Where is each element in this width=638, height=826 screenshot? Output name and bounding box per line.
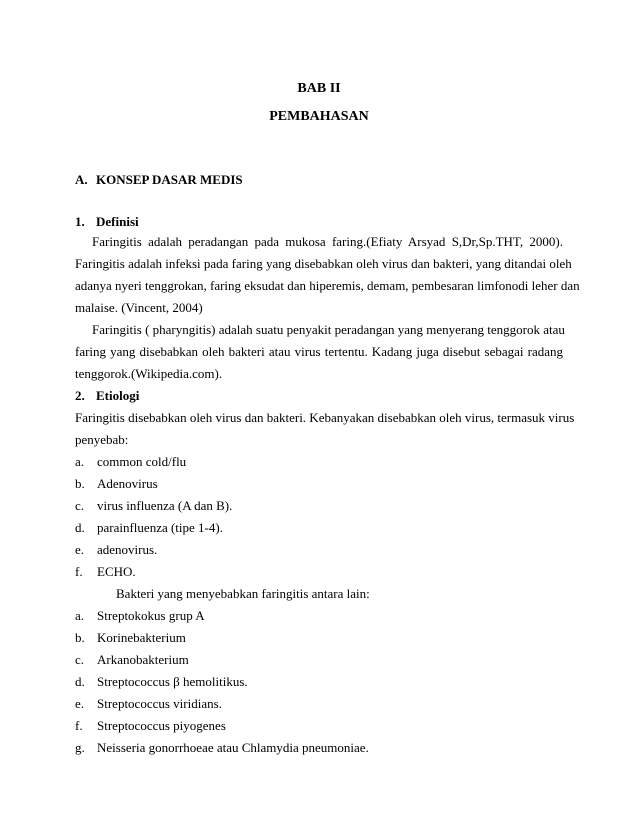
virus-list-item: Adenovirus: [97, 476, 158, 491]
bacteria-list-item: Streptokokus grup A: [97, 608, 205, 623]
section-a-marker: A.: [75, 172, 88, 187]
etiologi-title: Etiologi: [96, 388, 140, 403]
section-a-title: KONSEP DASAR MEDIS: [96, 172, 243, 187]
definisi-title: Definisi: [96, 214, 139, 229]
bacteria-list-marker: g.: [75, 740, 85, 755]
virus-list-item: adenovirus.: [97, 542, 158, 557]
chapter-title: PEMBAHASAN: [269, 109, 369, 124]
definisi-p1-line: Faringitis adalah peradangan pada mukosa faring.(Efiaty Arsyad S,Dr,Sp.THT, 2000).: [92, 234, 563, 249]
virus-list-marker: f.: [75, 564, 83, 579]
bacteria-list-marker: f.: [75, 718, 83, 733]
virus-list-marker: a.: [75, 454, 85, 469]
virus-list-marker: c.: [75, 498, 85, 513]
bacteria-list-item: Neisseria gonorrhoeae atau Chlamydia pneumoniae.: [97, 740, 369, 755]
virus-list-item: ECHO.: [97, 564, 136, 579]
bacteria-list-item: Streptococcus viridians.: [97, 696, 222, 711]
definisi-p2-line: faring yang disebabkan oleh bakteri atau virus tertentu. Kadang juga disebut sebagai radang: [75, 344, 563, 359]
definisi-p1-line: Faringitis adalah infeksi pada faring yang disebabkan oleh virus dan bakteri, yang ditandai oleh: [75, 256, 572, 271]
virus-list-item: virus influenza (A dan B).: [97, 498, 233, 513]
bacteria-list-item: Streptococcus β hemolitikus.: [97, 674, 248, 689]
virus-list-item: parainfluenza (tipe 1-4).: [97, 520, 223, 535]
virus-list-marker: e.: [75, 542, 85, 557]
bacteria-list-item: Korinebakterium: [97, 630, 186, 645]
etiologi-intro-line: penyebab:: [75, 432, 129, 447]
definisi-p2-line: Faringitis ( pharyngitis) adalah suatu penyakit peradangan yang menyerang tenggorok atau: [92, 322, 565, 337]
bacteria-list-item: Arkanobakterium: [97, 652, 189, 667]
virus-list-marker: d.: [75, 520, 85, 535]
bacteria-intro: Bakteri yang menyebabkan faringitis antara lain:: [116, 586, 370, 601]
definisi-p2-line: tenggorok.(Wikipedia.com).: [75, 366, 223, 381]
virus-list-marker: b.: [75, 476, 85, 491]
chapter-heading: BAB II: [297, 81, 341, 96]
definisi-number: 1.: [75, 214, 85, 229]
definisi-p1-line: adanya nyeri tenggrokan, faring eksudat dan hiperemis, demam, pembesaran limfonodi leher dan: [75, 278, 580, 293]
etiologi-intro-line: Faringitis disebabkan oleh virus dan bakteri. Kebanyakan disebabkan oleh virus, termasuk virus: [75, 410, 575, 425]
bacteria-list-item: Streptococcus piyogenes: [97, 718, 226, 733]
bacteria-list-marker: c.: [75, 652, 85, 667]
bacteria-list-marker: d.: [75, 674, 85, 689]
definisi-p1-line: malaise. (Vincent, 2004): [75, 300, 203, 315]
bacteria-list-marker: e.: [75, 696, 85, 711]
virus-list-item: common cold/flu: [97, 454, 187, 469]
etiologi-number: 2.: [75, 388, 85, 403]
bacteria-list-marker: a.: [75, 608, 85, 623]
bacteria-list-marker: b.: [75, 630, 85, 645]
